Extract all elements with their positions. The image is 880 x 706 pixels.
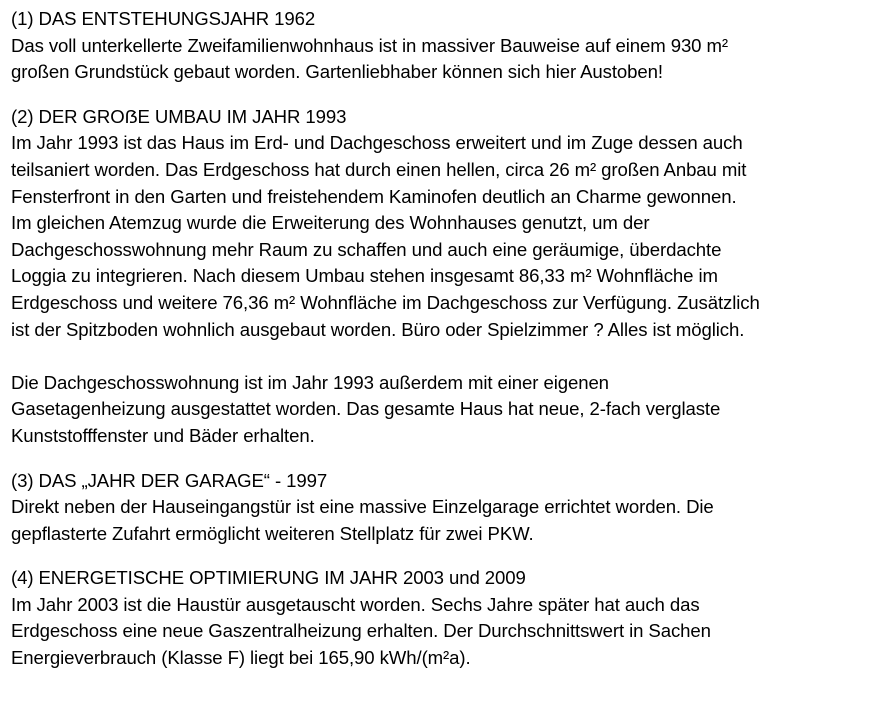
section-paragraph: Direkt neben der Hauseingangstür ist eine massive Einzelgarage errichtet worden. Die gepflasterte Zufahrt ermöglicht weiteren Stellplatz für zwei PKW. (11, 496, 714, 544)
section-paragraph: Die Dachgeschosswohnung ist im Jahr 1993 außerdem mit einer eigenen Gasetagenheizung ausgestattet worden. Das gesamte Haus hat neue, 2-fach verglaste Kunststofffenster und Bäder erhalten. (11, 371, 721, 446)
section-1962 (11, 6, 873, 86)
section-heading: (4) ENERGETISCHE OPTIMIERUNG IM JAHR 2003 und 2009 (11, 567, 526, 589)
section-heading: (1) DAS ENTSTEHUNGSJAHR 1962 (11, 8, 316, 29)
section-heading: (3) DAS „JAHR DER GARAGE“ - 1997 (11, 469, 328, 491)
section-1993 (11, 104, 873, 450)
document-page (11, 6, 873, 690)
section-paragraph: Das voll unterkellerte Zweifamilienwohnhaus ist in massiver Bauweise auf einem 930 m² großen Grundstück gebaut worden. Gartenliebhaber können sich hier Austoben! (11, 34, 728, 83)
section-paragraph: Im Jahr 1993 ist das Haus im Erd- und Dachgeschoss erweitert und im Zuge dessen auch teilsaniert worden. Das Erdgeschoss hat durch einen hellen, circa 26 m² großen Anbau mit Fensterfront in den Garten und freistehendem Kaminofen deutlich an Charme gewonnen. Im gleichen Atemzug wurde die Erweiterung des Wohnhauses genutzt, um der Dachgeschosswohnung mehr Raum zu schaffen und auch eine geräumige, überdachte Loggia zu integrieren. Nach diesem Umbau stehen insgesamt 86,33 m² Wohnfläche im Erdgeschoss und weitere 76,36 m² Wohnfläche im Dachgeschoss zur Verfügung. Zusätzlich ist der Spitzboden wohnlich ausgebaut worden. Büro oder Spielzimmer ? Alles ist möglich. (11, 132, 760, 340)
section-1997 (11, 468, 873, 548)
section-paragraph: Im Jahr 2003 ist die Haustür ausgetauscht worden. Sechs Jahre später hat auch das Erdgeschoss eine neue Gaszentralheizung erhalten. Der Durchschnittswert in Sachen Energieverbrauch (Klasse F) liegt bei 165,90 kWh/(m²a). (11, 593, 711, 669)
section-heading: (2) DER GROẞE UMBAU IM JAHR 1993 (11, 105, 347, 127)
section-2003-2009 (11, 565, 873, 671)
